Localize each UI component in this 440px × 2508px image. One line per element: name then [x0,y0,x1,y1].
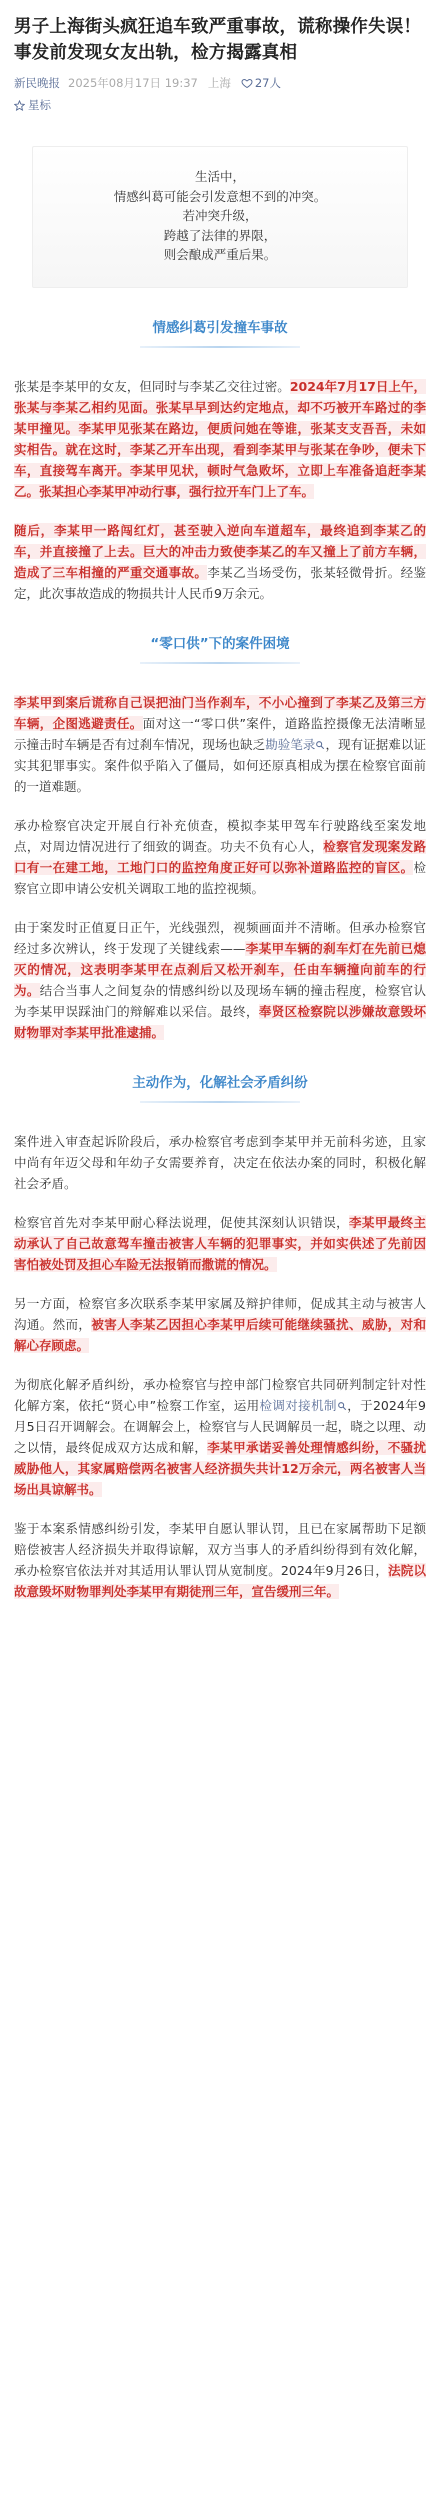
intro-line: 情感纠葛可能会引发意想不到的冲突。 [113,188,327,204]
star-label: 星标 [28,98,51,112]
highlighted-text: 李某甲见状，顿时气急败坏，立即上车准备追赶李某乙。张某担心李某甲冲动行事，强行拉开车门上了车。 [14,462,426,499]
intro-box [32,146,408,288]
section-heading [14,1073,426,1113]
search-icon[interactable] [315,740,325,750]
body-paragraph [14,376,426,502]
section-title: 情感纠葛引发撞车事故 [152,319,288,336]
body-paragraph [14,1374,426,1500]
intro-line: 跨越了法律的界限， [163,227,277,243]
highlighted-text: 李某甲承诺妥善处理情感纠纷，不骚扰威胁他人，其家属赔偿两名被害人经济损失共计12万余元，两名被害人当场出具谅解书。 [14,1439,426,1497]
publish-location: 上海 [207,76,231,90]
section-divider [140,662,300,664]
body-text: 张某是李某甲的女友，但同时与李某乙交往过密。 [14,378,290,394]
highlighted-text: 李某甲车辆的刹车灯在先前已熄灭的情况，这表明李某甲在点刹后又松开刹车，任由车辆撞向前车的行为。 [14,940,426,998]
body-text: 李某乙当场受伤，张某轻微骨折。经鉴定，此次事故造成的物损共计人民币9万余元。 [14,564,426,601]
body-text: 另一方面，检察官多次联系李某甲家属及辩护律师，促成其主动与被害人沟通。然而， [14,1295,426,1332]
highlighted-text: 法院以故意毁坏财物罪判处李某甲有期徒刑三年，宣告缓刑三年。 [14,1562,426,1599]
highlighted-text: 李某甲见张某在路边，便质问她在等谁，张某支支吾吾，未如实相告。就在这时，李某乙开车出现，看到李某甲与张某在争吵，便未下车，直接驾车离开。 [14,420,426,478]
star-icon [14,100,25,111]
body-text: 鉴于本案系情感纠纷引发，李某甲自愿认罪认罚，且已在家属帮助下足额赔偿被害人经济损失并取得谅解，双方当事人的矛盾纠纷得到有效化解，承办检察官依法并对其适用认罪认罚从宽制度。2024年9月26日， [14,1520,426,1578]
body-text: ，现有证据难以证实其犯罪事实。案件似乎陷入了僵局，如何还原真相成为摆在检察官面前的一道难题。 [14,736,426,794]
highlighted-text: 2024年7月17日上午，张某与李某乙相约见面。张某早早到达约定地点，却不巧被开车路过的李某甲撞见。 [14,378,426,436]
search-icon[interactable] [337,1401,347,1411]
highlighted-text: 李某甲最终主动承认了自己故意驾车撞击被害人车辆的犯罪事实， [14,1214,426,1251]
body-text: ，于2024年9月5日召开调解会。在调解会上，检察官与人民调解员一起，晓之以理、动之以情，最终促成双方达成和解， [14,1397,426,1455]
intro-line: 若冲突升级， [182,208,258,223]
source-name[interactable]: 新民晚报 [14,76,60,90]
likes-label: 27人 [254,76,281,90]
highlighted-text: 李某甲到案后谎称自己误把油门当作刹车，不小心撞到了李某乙及第三方车辆，企图逃避责任。 [14,694,426,731]
section-heading [14,634,426,674]
keyword-link[interactable]: 勘验笔录 [265,736,316,752]
body-text: 案件进入审查起诉阶段后，承办检察官考虑到李某甲并无前科劣迹，且家中尚有年迈父母和年幼子女需要养育，决定在依法办案的同时，积极化解社会矛盾。 [14,1133,426,1191]
body-text: 检察官立即申请公安机关调取工地的监控视频。 [14,859,426,896]
heart-icon [241,77,253,89]
highlighted-text: 被害人李某乙因担心李某甲后续可能继续骚扰、威胁，对和解心存顾虑。 [14,1316,426,1353]
keyword-link[interactable]: 检调对接机制 [259,1397,337,1413]
body-paragraph [14,917,426,1043]
body-text: 承办检察官决定开展自行补充侦查，模拟李某甲驾车行驶路线至案发地点，对周边情况进行了细致的调查。功夫不负有心人， [14,817,426,854]
body-text: 面对这一“零口供”案件，道路监控摄像无法清晰显示撞击时车辆是否有过刹车情况，现场也缺乏 [14,715,426,752]
highlighted-text: 检察官发现案发路口有一在建工地，工地门口的监控角度正好可以弥补道路监控的盲区。 [14,838,426,875]
highlighted-text: 随后，李某甲一路闯红灯，甚至驶入逆向车道超车，最终追到李某乙的车，并直接撞了上去。巨大的冲击力致使李某乙的车又撞上了前方车辆，造成了三车相撞的严重交通事故。 [14,522,426,580]
body-paragraph [14,1293,426,1356]
body-paragraph [14,815,426,899]
highlighted-text: 并如实供述了先前因害怕被处罚及担心车险无法报销而撒谎的情况。 [14,1235,426,1272]
section-heading [14,318,426,358]
body-text: 检察官首先对李某甲耐心释法说理，促使其深刻认识错误， [14,1214,350,1230]
article-meta [14,74,426,92]
body-paragraph [14,1131,426,1194]
body-text: 结合当事人之间复杂的情感纠纷以及现场车辆的撞击程度，检察官认为李某甲误踩油门的辩解难以采信。最终， [14,982,426,1019]
publish-date: 2025年08月17日 19:37 [68,76,198,90]
section-title: 主动作为，化解社会矛盾纠纷 [132,1074,308,1091]
intro-line: 生活中， [194,169,245,184]
article-title: 男子上海街头疯狂追车致严重事故，谎称操作失误！事发前发现女友出轨，检方揭露真相 [14,17,422,63]
star-button[interactable] [14,96,426,114]
section-divider [140,1101,300,1103]
section-divider [140,346,300,348]
article-body [14,318,426,1602]
body-paragraph [14,520,426,604]
likes-count[interactable] [241,74,281,92]
body-text: 由于案发时正值夏日正午，光线强烈，视频画面并不清晰。但承办检察官经过多次辨认，终于发现了关键线索—— [14,919,426,956]
intro-line: 则会酿成严重后果。 [163,247,277,262]
body-text: 为彻底化解矛盾纠纷，承办检察官与控申部门检察官共同研判制定针对性化解方案，依托“贤心申”检察工作室，运用 [14,1376,426,1413]
body-paragraph [14,1212,426,1275]
body-paragraph [14,1518,426,1602]
section-title: “零口供”下的案件困境 [150,635,290,652]
body-paragraph [14,692,426,797]
highlighted-text: 奉贤区检察院以涉嫌故意毁坏财物罪对李某甲批准逮捕。 [14,1003,426,1040]
